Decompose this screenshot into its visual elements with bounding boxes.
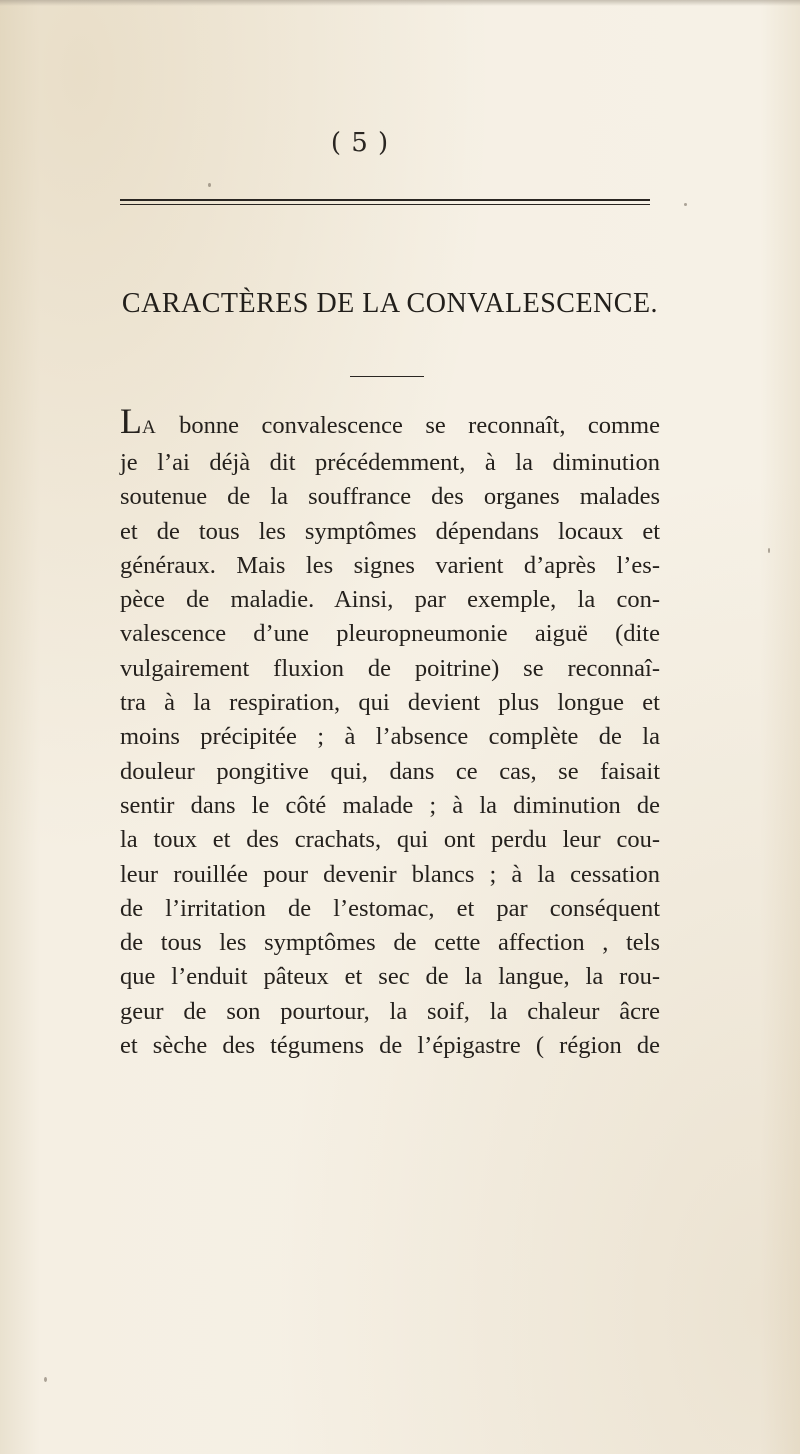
text-line (120, 401, 660, 446)
paper-speck (768, 548, 770, 553)
text-line: pèce de maladie. Ainsi, par exemple, la con- (120, 586, 660, 614)
heading-short-rule (350, 376, 424, 377)
page-number: ( 5 ) (330, 128, 390, 158)
text-line: et sèche des tégumens de l’épigastre ( région de (120, 1032, 660, 1060)
section-heading: CARACTÈRES DE LA CONVALESCENCE. (121, 288, 659, 319)
text-line: je l’ai déjà dit précédemment, à la diminution (120, 449, 660, 476)
paper-speck (44, 1377, 47, 1382)
text-line: leur rouillée pour devenir blancs ; à la cessation (120, 860, 660, 888)
text-line: que l’enduit pâteux et sec de la langue, la rou- (120, 963, 660, 991)
text-line: moins précipitée ; à l’absence complète de la (120, 723, 660, 751)
text-line: de l’irritation de l’estomac, et par conséquent (120, 894, 660, 922)
text-line: et de tous les symptômes dépendans locaux et (120, 517, 660, 545)
text-line: valescence d’une pleuropneumonie aiguë (dite (120, 620, 660, 648)
header-double-rule (120, 199, 650, 205)
text-line: tra à la respiration, qui devient plus longue et (120, 689, 660, 717)
text-line: de tous les symptômes de cette affection , tels (120, 929, 660, 957)
body-paragraph (120, 401, 660, 1063)
text-line: sentir dans le côté malade ; à la diminution de (120, 791, 660, 819)
text-line: douleur pongitive qui, dans ce cas, se faisait (120, 757, 660, 785)
drop-capital: L (120, 401, 142, 441)
text-line: vulgairement fluxion de poitrine) se reconnaî- (120, 654, 660, 682)
paper-speck (684, 203, 687, 206)
paper-speck (208, 183, 211, 187)
first-line-text: bonne convalescence se reconnaît, comme (156, 412, 660, 439)
text-line: soutenue de la souffrance des organes malades (120, 483, 660, 511)
small-capital: A (142, 417, 157, 438)
text-line: généraux. Mais les signes varient d’après l’es- (120, 551, 660, 579)
text-line: la toux et des crachats, qui ont perdu leur cou- (120, 826, 660, 854)
page-top-edge (0, 0, 800, 6)
text-line: geur de son pourtour, la soif, la chaleur âcre (120, 997, 660, 1025)
